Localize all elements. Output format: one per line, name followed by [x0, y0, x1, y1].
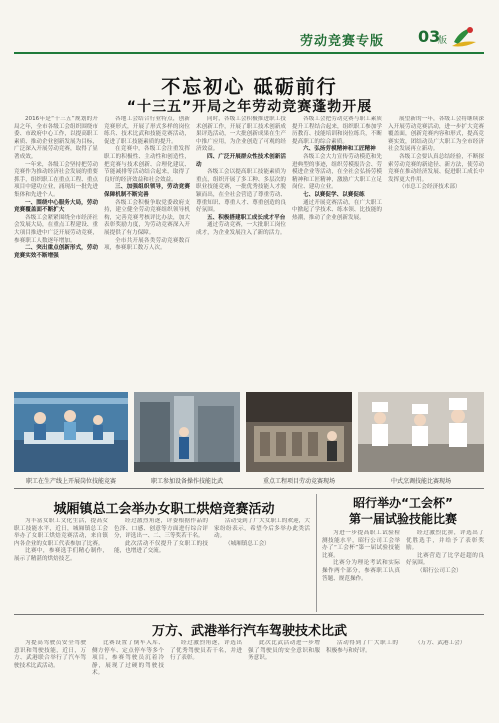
article-title-contest-line2: 第一届试验技能比赛 [348, 512, 457, 526]
section-heading: 四、广泛开展群众性技术创新活动 [196, 153, 286, 168]
driving-column-4 [248, 640, 320, 718]
paragraph: 此次活动不仅提升了女职工的技能，也增进了交流。 [114, 540, 208, 555]
paragraph: 比赛设置了倒车入库、侧方停车、定点停车等多个项目，参赛驾驶员沉着冷静，展现了过硬的驾驶技术。 [92, 640, 164, 677]
paragraph: 各地工会结合行业特点，创新竞赛形式，开展了形式多样的岗位练兵、技术比武和技能竞赛活动，促进了职工技能素质的提升。 [104, 116, 190, 145]
paragraph: 此次比武活动进一步增强了驾驶员的安全意识和服务意识。 [248, 640, 320, 662]
paragraph: 展望新的一年，各级工会将继续深入开展劳动竞赛活动，进一步扩大竞赛覆盖面，创新竞赛内容和形式，提高竞赛实效，团结动员广大职工为全市经济社会发展再立新功。 [388, 116, 484, 153]
driving-column-5 [326, 640, 398, 718]
paragraph: 为丰富女职工文化生活，提高女职工技能水平，近日，城厢镇总工会举办了女职工烘焙竞赛活动，来自镇内各企业的女职工代表参加了比赛。 [14, 518, 108, 547]
driving-column-3 [170, 640, 242, 718]
driving-column-6 [404, 640, 484, 718]
baking-column-2 [114, 518, 208, 610]
page-number: 03 [418, 27, 441, 46]
paragraph: 为进一步提高职工试验检测技能水平，昭行公司工会举办了“工会杯”第一届试验技能比赛。 [322, 530, 400, 559]
photo-caption: 职工在生产线上开展岗位技能竞赛 [25, 478, 116, 485]
paragraph: 比赛营造了比学赶超的良好氛围。 [406, 552, 484, 567]
article-title-contest-line1: 昭行举办“工会杯” [353, 496, 453, 510]
paragraph: 比赛中，参赛选手们精心制作，展示了精湛的烘焙技艺。 [14, 548, 108, 562]
main-column-1 [14, 116, 98, 384]
paragraph: 活动受到了广大女职工的欢迎，大家纷纷表示，希望今后多举办此类活动。 [214, 518, 310, 540]
paragraph: 通过劳动竞赛，一大批职工岗位成才，为企业发展注入了新的活力。 [196, 222, 286, 236]
page-header [0, 0, 499, 58]
section-heading: 六、弘扬劳模精神和工匠精神 [303, 146, 376, 153]
column-divider [316, 494, 317, 612]
main-column-5 [388, 116, 484, 384]
byline: （城厢镇总工会） [225, 540, 270, 547]
section-heading: 五、积极搭建职工成长成才平台 [207, 214, 286, 221]
article-title-driving: 万方、武港举行汽车驾驶技术比武 [151, 624, 347, 639]
paragraph: 在竞赛中，各级工会注重发挥职工的积极性、主动性和创造性，把竞赛与技术创新、合理化建议、节能减排等活动结合起来，取得了良好的经济效益和社会效益。 [104, 146, 190, 183]
paragraph: 经过激烈角逐，评委根据作品的色泽、口感、创意等方面进行综合评分，评选出一、二、三等奖若干名。 [114, 518, 208, 540]
baking-column-1 [14, 518, 108, 610]
paragraph: 同时，各级工会积极推进职工技术创新工作，开展了职工技术创新成果评选活动，一大批创新成果在生产中推广应用，为企业创造了可观的经济效益。 [196, 116, 286, 153]
paragraph: 各级工会大力宣传劳动模范和先进典型的事迹，组织劳模报告会、劳模进企业等活动，在全社会弘扬劳模精神和工匠精神，激励广大职工立足岗位、建功立业。 [292, 153, 382, 191]
section-title: 劳动竞赛专版 [300, 34, 385, 49]
paragraph: 通过开展竞赛活动，在广大职工中掀起了学技术、练本领、比技能的热潮，推动了企业创新发展。 [292, 199, 382, 221]
main-subheadline: “十三五”开局之年劳动竞赛蓬勃开展 [126, 99, 373, 115]
photo-caption: 中式烹调技能比赛现场 [390, 478, 451, 485]
paragraph: 一年来，各级工会坚持把劳动竞赛作为推动经济社会发展的重要抓手，组织职工在重点工程、重点项目中建功立业，涌现出一批先进集体和先进个人。 [14, 161, 98, 198]
photo-production-line [14, 392, 128, 472]
main-column-4 [292, 116, 382, 384]
section-heading: 三、加强组织领导，劳动竞赛保障机制不断完善 [104, 184, 190, 198]
baking-column-3 [214, 518, 310, 610]
byline: （昭行公司工会） [417, 567, 462, 574]
section-heading: 二、突出重点创新形式，劳动竞赛实效不断增强 [14, 245, 98, 259]
article-title-baking: 城厢镇总工会举办女职工烘焙竞赛活动 [53, 502, 275, 517]
paragraph: 全市共开展各类劳动竞赛数百项，参赛职工数万人次。 [104, 237, 190, 252]
page-number-suffix: 版 [438, 36, 448, 46]
byline: （万方、武港工会） [415, 640, 466, 646]
paragraph: 各级工会积极争取党委政府支持，建立健全劳动竞赛组织领导机构，完善竞赛考核评比办法，加大表彰奖励力度，为劳动竞赛深入开展提供了有力保障。 [104, 199, 190, 236]
paragraph: 为提高驾驶员安全驾驶意识和驾驶技能，近日，万方、武港联合举行了汽车驾驶技术比武活动。 [14, 640, 86, 669]
main-column-2 [104, 116, 190, 384]
paragraph: 经过激烈比拼，评选出了优胜选手，并给予了表彰奖励。 [406, 530, 484, 552]
paragraph: 活动得到了广大职工的积极参与和好评。 [326, 640, 398, 654]
paragraph: 各级工会要认真总结经验，不断探索劳动竞赛的新途径、新方法，使劳动竞赛在推动经济发展、促进职工成长中发挥更大作用。 [388, 153, 484, 183]
section-heading: 七、以赛促学、以赛促练 [303, 191, 365, 198]
contest-column-2 [406, 530, 484, 610]
photo-cooking-contest [358, 392, 484, 472]
paragraph: 各级工会把劳动竞赛与职工素质提升工程结合起来，组织职工参加学历教育、技能培训和岗位练兵，不断提高职工的综合素质。 [292, 116, 382, 145]
driving-column-2 [92, 640, 164, 718]
section-divider [14, 488, 484, 489]
paragraph: 比赛分为理论考试和实际操作两个部分，参赛职工认真答题、规范操作。 [322, 560, 400, 582]
driving-column-1 [14, 640, 86, 718]
paragraph: 2016年是“十三五”规划的开局之年，全市各级工会组织围绕市委、市政府中心工作，以提高职工素质、推动企业创新发展为目标，广泛深入开展劳动竞赛，取得了显著成效。 [14, 116, 98, 160]
photo-equipment-operation [134, 392, 240, 472]
header-rule [14, 52, 484, 54]
main-column-3 [196, 116, 286, 384]
paragraph: 经过激烈角逐，评选出了优秀驾驶员若干名，并进行了表彰。 [170, 640, 242, 662]
section-divider [14, 614, 484, 615]
main-headline: 不忘初心 砥砺前行 [161, 76, 338, 98]
photo-project-site [246, 392, 352, 472]
byline: （市总工会经济技术部） [399, 184, 461, 191]
paragraph: 各级工会以提高职工技能素质为重点，组织开展了多工种、多层次的职业技能竞赛，一批优秀技能人才脱颖而出，在全社会营造了尊重劳动、尊重知识、尊重人才、尊重创造的良好氛围。 [196, 169, 286, 214]
logo-icon [448, 22, 478, 50]
contest-column-1 [322, 530, 400, 610]
photo-caption: 重点工程项目劳动竞赛现场 [262, 478, 335, 485]
section-heading: 一、围绕中心服务大局，劳动竞赛覆盖面不断扩大 [14, 199, 98, 214]
photo-caption: 职工参加设备操作技能比武 [150, 478, 223, 485]
paragraph: 各级工会紧紧围绕全市经济社会发展大局，在重点工程建设、重大项目推进中广泛开展劳动竞赛，参赛职工人数逐年增加。 [14, 214, 98, 244]
